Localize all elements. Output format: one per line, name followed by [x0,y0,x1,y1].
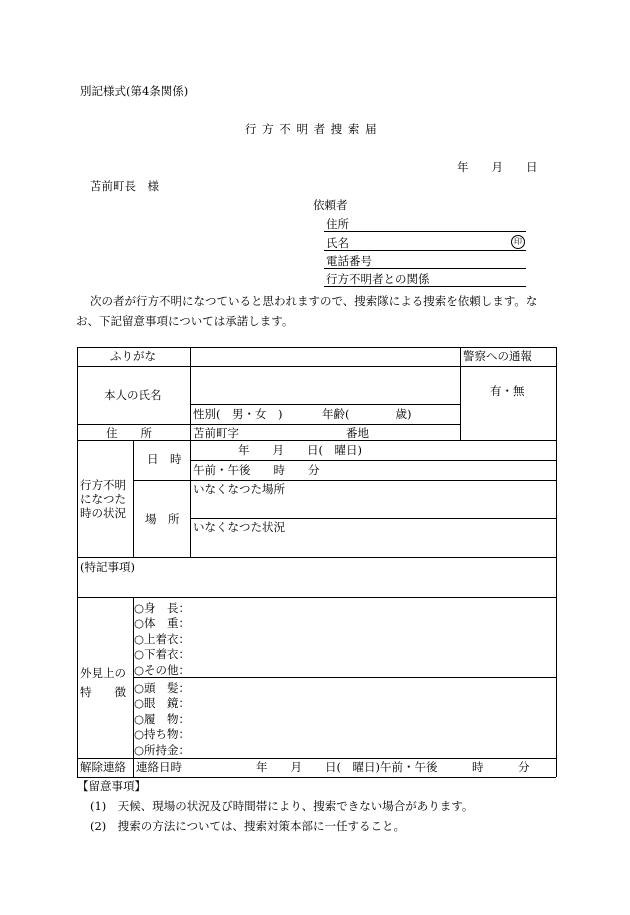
appearance-features-group-2 [134,681,190,758]
requester-relation-label: 行方不明者との関係 [326,272,430,286]
release-datetime-label: 連絡日時 [136,760,182,774]
feature-underwear[interactable]: ○下着衣： [134,647,191,662]
requester-phone-label: 電話番号 [326,254,372,268]
note-item-2: (2) 捜索の方法については、捜索対策本部に一任すること。 [90,819,406,833]
seal-mark: 印 [511,235,525,249]
feature-glasses[interactable]: ○眼 鏡： [134,696,191,711]
feature-belongings[interactable]: ○持ち物： [134,727,191,742]
form-reference: 別記様式(第4条関係) [80,84,189,98]
datetime-label: 日 時 [147,452,182,466]
missing-time-field[interactable]: 午前・午後 時 分 [193,463,320,477]
feature-outerwear[interactable]: ○上着衣： [134,631,191,646]
requester-heading: 依頼者 [313,198,348,212]
requester-name-label: 氏名 [326,236,349,250]
feature-other[interactable]: ○その他： [134,662,191,677]
feature-hair[interactable]: ○頭 髪： [134,681,191,695]
request-text-line-2: お、下記留意事項については承諾します。 [76,314,294,328]
person-name-label: 本人の氏名 [104,388,162,402]
requester-address-label: 住所 [326,217,349,231]
address-prefix: 苫前町字 [193,426,239,440]
missing-condition-field[interactable]: いなくなつた状況 [193,520,285,534]
missing-date-field[interactable]: 年 月 日( 曜日) [238,443,362,457]
feature-weight[interactable]: ○体 重： [134,616,191,631]
place-label: 場 所 [145,512,180,526]
police-report-value[interactable]: 有・無 [490,384,525,398]
situation-label: 行方不明 になつた 時の状況 [80,478,126,520]
requester-phone-field[interactable] [324,268,526,269]
notes-heading: 【留意事項】 [77,779,146,793]
requester-relation-field[interactable] [324,286,526,287]
appearance-features-group-1 [134,601,190,678]
feature-money[interactable]: ○所持金： [134,742,191,757]
police-report-label: 警察への通報 [463,349,532,363]
date-line: 年 月 日 [457,160,538,174]
address-label: 住 所 [106,426,152,440]
address-suffix: 番地 [346,426,369,440]
furigana-label: ふりがな [110,349,156,363]
furigana-field[interactable] [191,351,457,363]
feature-height[interactable]: ○身 長： [134,601,191,615]
age-field[interactable]: 年齢( 歳) [322,407,412,421]
release-label: 解除連絡 [80,760,126,774]
requester-address-field[interactable] [324,231,526,232]
feature-footwear[interactable]: ○履 物： [134,711,191,726]
missing-place-field[interactable]: いなくなつた場所 [193,482,285,496]
addressee: 苫前町長 様 [90,179,159,193]
person-name-field[interactable] [191,370,457,400]
gender-field[interactable]: 性別( 男・女 ) [193,407,283,421]
requester-name-field[interactable] [324,250,526,251]
release-datetime-field[interactable]: 年 月 日( 曜日)午前・午後 時 分 [256,760,530,774]
form-title: 行 方 不 明 者 捜 索 届 [245,122,378,136]
request-text-line-1: 次の者が行方不明になつていると思われますので、捜索隊による捜索を依頼します。な [90,294,538,308]
note-item-1: (1) 天候、現場の状況及び時間帯により、捜索できない場合があります。 [90,799,474,813]
special-notes-field[interactable]: (特記事項) [80,560,135,574]
appearance-label: 外見上の 特 徴 [80,666,126,699]
